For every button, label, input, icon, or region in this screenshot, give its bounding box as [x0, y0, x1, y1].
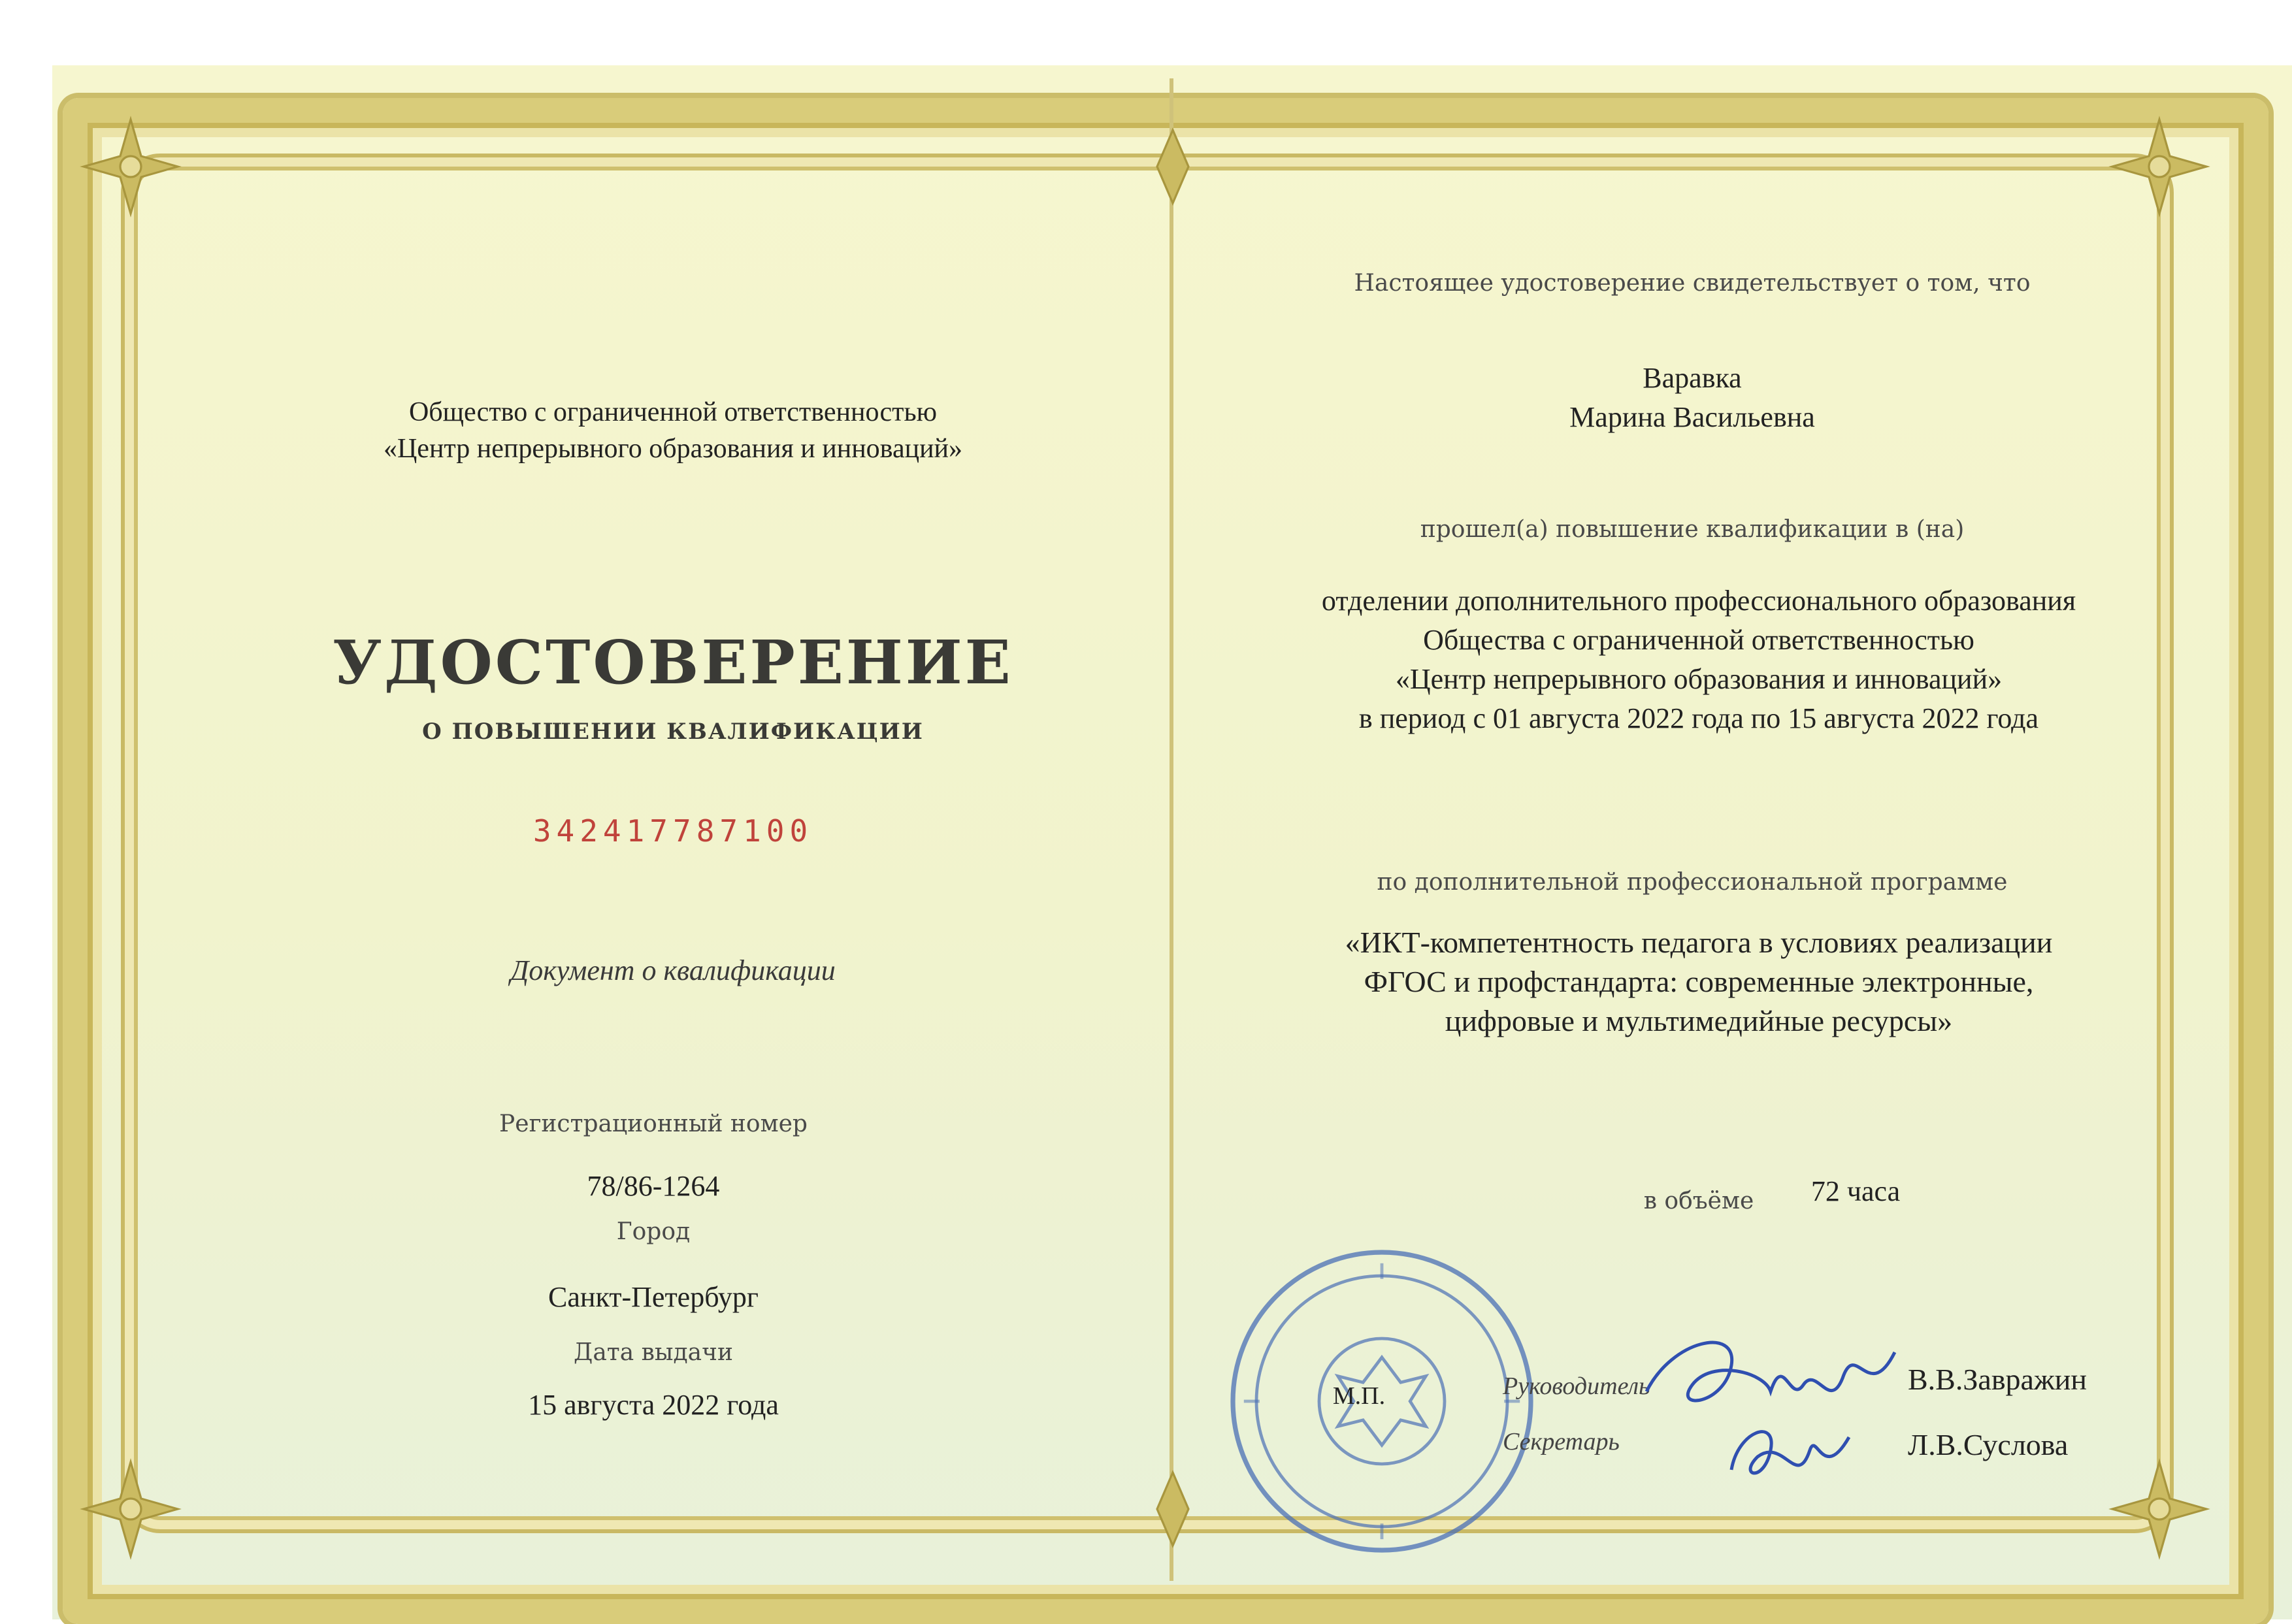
corner-ornament-icon — [2107, 1457, 2212, 1561]
secretary-name: Л.В.Суслова — [1908, 1428, 2069, 1461]
organization-name — [307, 394, 1039, 467]
secretary-role: Секретарь — [1503, 1428, 1620, 1455]
bottom-center-ornament-icon — [1121, 1457, 1225, 1561]
registration-label: Регистрационный номер — [499, 1111, 808, 1137]
registration-number: 78/86-1264 — [587, 1170, 720, 1202]
secretary-signature — [1718, 1405, 1862, 1496]
organization-line: Общество с ограниченной ответственностью — [408, 397, 938, 427]
corner-ornament-icon — [78, 1457, 183, 1561]
issue-date-label: Дата выдачи — [574, 1339, 733, 1366]
head-name: В.В.Завражин — [1908, 1363, 2087, 1396]
top-center-ornament-icon — [1121, 114, 1225, 219]
department-block — [1176, 581, 2221, 738]
center-fold — [1170, 78, 1173, 1581]
program-line: ФГОС и профстандарта: современные электронные, — [1364, 965, 2034, 998]
program-label: по дополнительной профессиональной программе — [1377, 869, 2008, 896]
serial-number: 342417787100 — [532, 813, 813, 849]
document-type: Документ о квалификации — [510, 954, 836, 986]
volume-value: 72 часа — [1810, 1175, 1901, 1207]
organization-line: «Центр непрерывного образования и инноваций» — [383, 434, 963, 464]
certificate-subtitle: О ПОВЫШЕНИИ КВАЛИФИКАЦИИ — [422, 719, 924, 745]
city-label: Город — [616, 1218, 691, 1245]
seal-label: М.П. — [1332, 1382, 1386, 1410]
department-line: Общества с ограниченной ответственностью — [1423, 624, 1974, 656]
period-line: в период с 01 августа 2022 года по 15 августа 2022 года — [1358, 702, 2039, 734]
program-line: цифровые и мультимедийные ресурсы» — [1445, 1004, 1953, 1037]
corner-ornament-icon — [78, 114, 183, 219]
holder-given-names: Марина Васильевна — [1569, 401, 1815, 433]
city-value: Санкт-Петербург — [548, 1281, 759, 1313]
holder-surname: Варавка — [1643, 362, 1742, 394]
program-title — [1176, 923, 2221, 1041]
corner-ornament-icon — [2107, 114, 2212, 219]
volume-label: в объёме — [1643, 1188, 1754, 1214]
department-line: «Центр непрерывного образования и инноваций» — [1395, 663, 2003, 695]
certificate-title: УДОСТОВЕРЕНИЕ — [333, 627, 1013, 698]
passed-statement: прошел(а) повышение квалификации в (на) — [1420, 516, 1965, 543]
program-line: «ИКТ-компетентность педагога в условиях реализации — [1345, 926, 2053, 959]
department-line: отделении дополнительного профессионального образования — [1321, 585, 2076, 617]
head-role: Руководитель — [1503, 1372, 1650, 1400]
issue-date: 15 августа 2022 года — [528, 1389, 779, 1421]
certificate-intro: Настоящее удостоверение свидетельствует о том, что — [1354, 270, 2031, 297]
